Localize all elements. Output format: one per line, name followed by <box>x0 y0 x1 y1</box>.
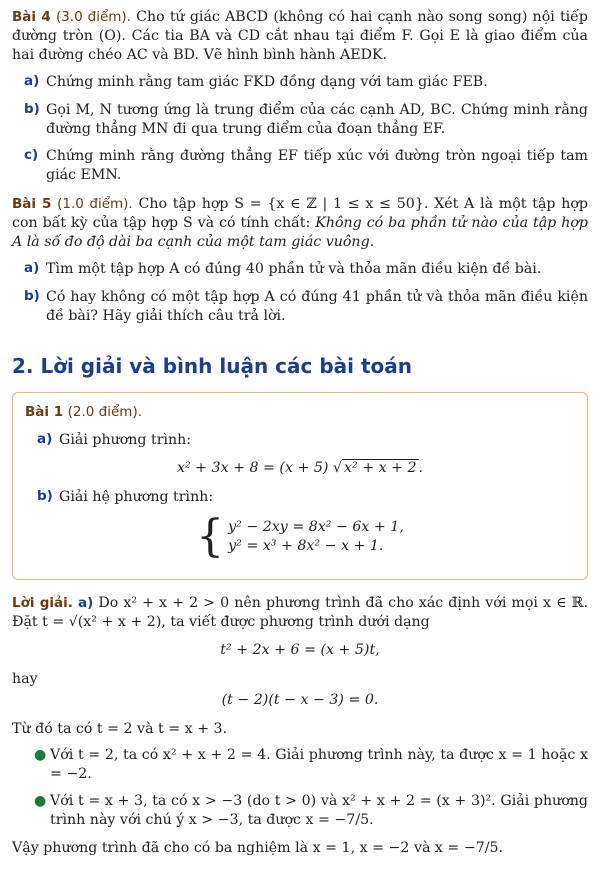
problem-5-condition: Không có ba phần tử nào của tập hợp A là số đo độ dài ba cạnh của một tam giác vuông. <box>12 214 588 250</box>
section-heading: 2. Lời giải và bình luận các bài toán <box>12 354 412 379</box>
item-label: b) <box>24 101 40 118</box>
problem-5-title: Bài 5 <box>12 195 52 212</box>
bullet-icon: ● <box>34 747 47 764</box>
item-label: c) <box>24 147 39 164</box>
problem-4-title: Bài 4 <box>12 9 51 25</box>
problem-1-box <box>12 392 588 580</box>
system-line-1: y² − 2xy = 8x² − 6x + 1, <box>228 519 404 536</box>
problem-4-item-a <box>24 73 588 92</box>
problem-5-points: (1.0 điểm). <box>57 195 133 212</box>
equation-system <box>25 510 575 562</box>
item-text: Có hay không có một tập hợp A có đúng 41 phần tử và thỏa mãn điều kiện đề bài? Hãy giải thích câu trả lời. <box>46 288 588 324</box>
item-label: b) <box>37 488 53 505</box>
item-label: b) <box>24 287 40 304</box>
problem-4-text: Cho tứ giác ABCD (không có hai cạnh nào song song) nội tiếp đường tròn (O). Các tia BA và CD cắt nhau tại điểm F. Gọi E là giao điểm của hai đường chéo AC và BD. Vẽ hình bình hành AEDK. <box>12 9 588 63</box>
problem-5-text: Cho tập hợp S = {x ∈ ℤ | 1 ≤ x ≤ 50}. Xét A là một tập hợp con bất kỳ của tập hợp S và có tính chất: <box>12 195 588 231</box>
solution-final: Vậy phương trình đã cho có ba nghiệm là x = 1, x = −2 và x = −7/5. <box>12 840 504 857</box>
item-text: Chứng minh rằng tam giác FKD đồng dạng với tam giác FEB. <box>46 74 488 91</box>
item-label: a) <box>37 430 53 447</box>
equation-a: x² + 3x + 8 = (x + 5) √ x² + x + 2 . <box>176 460 424 477</box>
problem-4-item-c <box>24 147 588 184</box>
equation-a-left: x² + 3x + 8 = (x + 5) <box>176 460 329 477</box>
item-text: Giải phương trình: <box>59 431 192 448</box>
problem-4-points: (3.0 điểm). <box>55 9 131 25</box>
problem-1-item-a <box>37 431 575 450</box>
item-text: Giải hệ phương trình: <box>59 489 214 506</box>
system-line-2: y² = x³ + 8x² − x + 1. <box>228 537 384 554</box>
problem-1-title: Bài 1 <box>25 403 64 420</box>
solution-bullet-1 <box>34 746 588 783</box>
bullet-icon: ● <box>34 792 47 809</box>
problem-5 <box>12 195 588 325</box>
solution <box>12 594 588 858</box>
solution-conclude: Từ đó ta có t = 2 và t = x + 3. <box>12 720 228 737</box>
item-label: a) <box>24 73 40 90</box>
problem-5-item-a <box>24 260 588 279</box>
bullet-text: Với t = 2, ta có x² + x + 2 = 4. Giải phương trình này, ta được x = 1 hoặc x = −2. <box>50 747 588 783</box>
item-label: a) <box>24 260 40 277</box>
problem-4-item-b <box>24 101 588 138</box>
item-text: Chứng minh rằng đường thẳng EF tiếp xúc với đường tròn ngoại tiếp tam giác EMN. <box>46 148 588 184</box>
solution-part-label: a) <box>78 594 94 611</box>
bullet-text: Với t = x + 3, ta có x > −3 (do t > 0) và x² + x + 2 = (x + 3)². Giải phương trình này với chú ý x > −3, ta được x = −7/5. <box>50 792 588 828</box>
solution-eq-1: t² + 2x + 6 = (x + 5)t, <box>220 642 380 659</box>
solution-hay: hay <box>12 671 38 688</box>
problem-1-item-b <box>37 488 575 507</box>
solution-text: Do x² + x + 2 > 0 nên phương trình đã cho xác định với mọi x ∈ ℝ. Đặt t = √(x² + x + 2), ta viết được phương trình dưới dạng <box>12 594 588 630</box>
equation-a-radicand: x² + x + 2 <box>344 460 417 477</box>
solution-label: Lời giải. <box>12 594 73 611</box>
sqrt-sign: √ <box>332 460 342 477</box>
item-text: Gọi M, N tương ứng là trung điểm của các cạnh AD, BC. Chứng minh rằng đường thẳng MN đi qua trung điểm của đoạn thẳng EF. <box>46 102 588 137</box>
solution-eq-2: (t − 2)(t − x − 3) = 0. <box>221 691 379 708</box>
problem-4 <box>12 8 588 185</box>
item-text: Tìm một tập hợp A có đúng 40 phần tử và thỏa mãn điều kiện đề bài. <box>46 261 542 278</box>
problem-1-points: (2.0 điểm). <box>67 403 143 420</box>
solution-bullet-2 <box>34 792 588 829</box>
brace: { <box>196 510 225 562</box>
problem-5-item-b <box>24 288 588 325</box>
page <box>12 8 588 858</box>
